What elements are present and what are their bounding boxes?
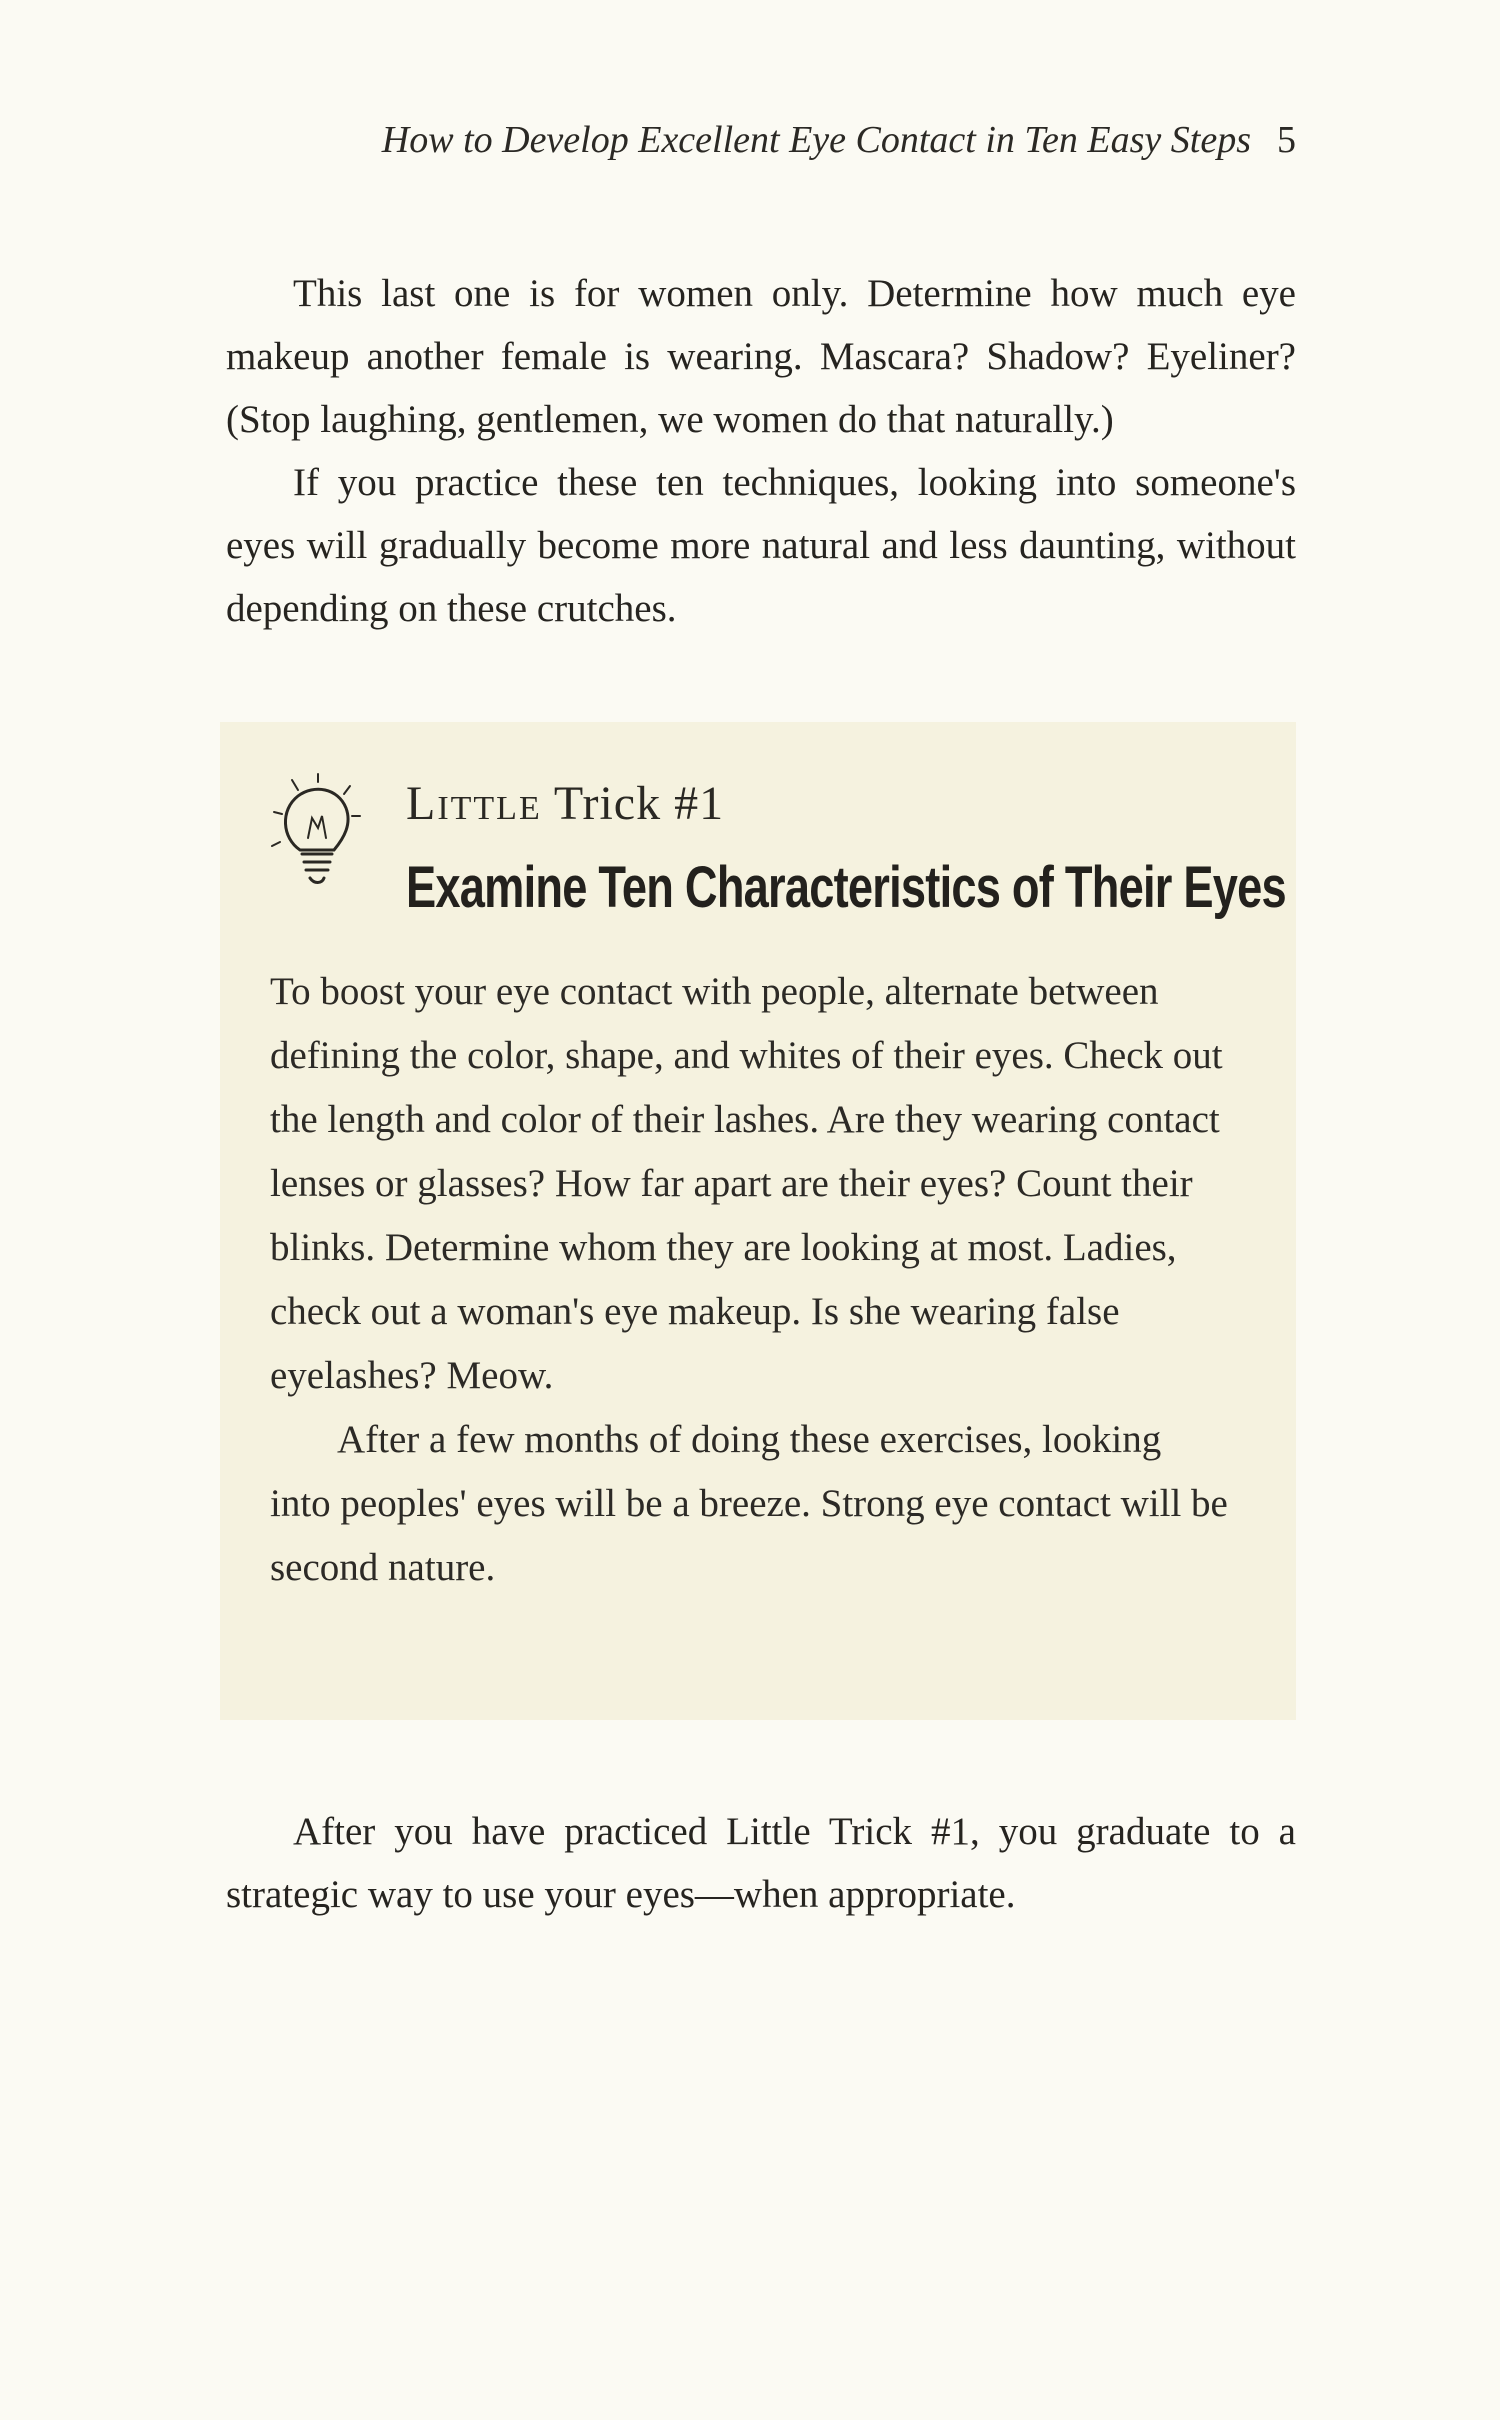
intro-paragraph-2: If you practice these ten techniques, looking into someone's eyes will gradually become more natural and less daunting, without depending on these crutches. (226, 461, 1296, 630)
sidebar-paragraph-1: To boost your eye contact with people, alternate between defining the color, shape, and whites of their eyes. Check out the length and color of their lashes. Are they wearing contact lenses or glasses? How far apart are their eyes? Count their blinks. Determine whom they are looking at most. Ladies, check out a woman's eye makeup. Is she wearing false eyelashes? Meow. (270, 970, 1223, 1397)
sidebar-paragraph-2: After a few months of doing these exercises, looking into peoples' eyes will be a breeze. Strong eye contact will be second nature. (270, 1418, 1228, 1589)
running-head (0, 118, 1296, 162)
sidebar-text (270, 960, 1230, 1600)
intro-text (226, 262, 1296, 640)
trick-label-number: Trick #1 (541, 777, 725, 830)
trick-label-small-caps: Little (406, 777, 542, 830)
intro-paragraph-1: This last one is for women only. Determine how much eye makeup another female is wearing. Mascara? Shadow? Eyeliner? (Stop laughing, gentlemen, we women do that naturally.) (226, 272, 1296, 441)
little-trick-box (220, 722, 1296, 1720)
trick-label (406, 776, 724, 831)
closing-paragraph: After you have practiced Little Trick #1, you graduate to a strategic way to use your eyes—when appropriate. (226, 1810, 1296, 1916)
closing-text (226, 1800, 1296, 1926)
page-number: 5 (1277, 119, 1296, 161)
lightbulb-icon (262, 772, 372, 902)
trick-title: Examine Ten Characteristics of Their Eyes (406, 855, 1286, 920)
running-head-title: How to Develop Excellent Eye Contact in Ten Easy Steps (381, 119, 1251, 161)
